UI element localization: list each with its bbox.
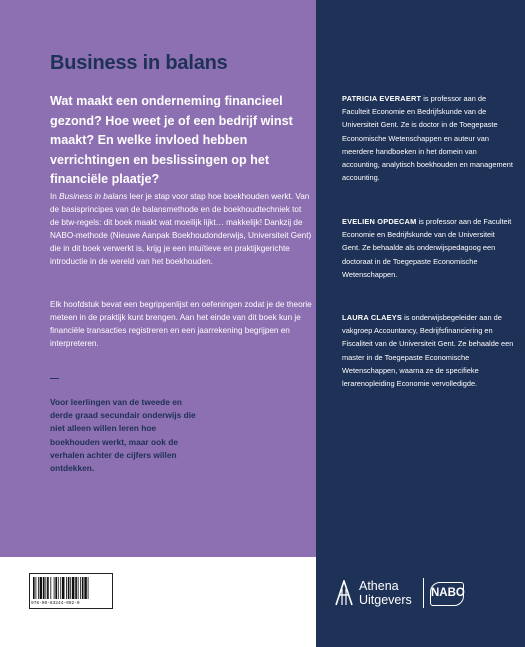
barcode-bar (75, 577, 77, 599)
publisher-name-line2: Uitgevers (359, 593, 412, 607)
publisher-name (359, 579, 412, 607)
target-audience: Voor leerlingen van de tweede en derde graad secundair onderwijs die niet alleen willen leren hoe boekhouden werkt, maar ook de verhalen achter de cijfers willen ontdekken. (50, 397, 196, 474)
description-paragraph-2: Elk hoofdstuk bevat een begrippenlijst en oefeningen zodat je de theorie meteen in de praktijk kunt brengen. Aan het einde van dit boek kun je financiële transacties registreren en een jaarrekening begrijpen en interpreteren. (50, 300, 312, 349)
barcode-bar (55, 577, 57, 599)
author-name: LAURA CLAEYS (342, 313, 403, 322)
author-bio-claeys (342, 311, 514, 390)
barcode-bar (43, 577, 45, 599)
logo-divider (423, 578, 424, 608)
book-title: Business in balans (50, 52, 228, 74)
description-text: leer je stap voor stap hoe boekhouden werkt. Van de basisprincipes van de balansmethode en de boekhoudtechniek tot de btw-regels: dit boek maakt wat moeilijk lijkt… makkelijk! Dankzij de NABO-methode (Nieuwe Aanpak Boekhoudonderwijs, Universiteit Gent) die in dit boek verwerkt is, krijg je een intuïtieve en praktijkgerichte introductie in de wereld van het boekhouden. (50, 192, 312, 267)
barcode-bar (80, 577, 81, 599)
publisher-name-line1: Athena (359, 579, 399, 593)
barcode-bar (47, 577, 49, 599)
barcode-bar (60, 577, 61, 599)
barcode-bar (33, 577, 35, 599)
author-bio-everaert (342, 92, 514, 184)
nabo-logo: NABO (430, 582, 464, 606)
athena-logo-icon (334, 580, 354, 606)
barcode-bar (82, 577, 84, 599)
barcode-bar (45, 577, 46, 599)
barcode-bar (84, 577, 86, 599)
barcode-bar (58, 577, 59, 599)
description-book-title: Business in balans (59, 192, 128, 201)
description-paragraph-1 (50, 190, 312, 269)
description-prefix: In (50, 192, 60, 201)
author-bio-text: is professor aan de Faculteit Economie en Bedrijfskunde van de Universiteit Gent. Ze behaalde als onderwijspedagoog een doctoraat in de Toegepaste Economische Wetenschappen. (342, 217, 512, 279)
author-bio-text: is professor aan de Faculteit Economie en Bedrijfskunde van de Universiteit Gent. Ze is doctor in de Toegepaste Economische Wetenschappen en auteur van meerdere handboeken in het domein van accounting, analytisch boekhouden en management accounting. (342, 94, 513, 183)
barcode-bar (62, 577, 64, 599)
barcode-bars (33, 577, 109, 599)
barcode-bar (70, 577, 71, 599)
barcode-bar (72, 577, 74, 599)
author-bio-text: is onderwijsbegeleider aan de vakgroep Accountancy, Bedrijfsfinanciering en Fiscaliteit van de Universiteit Gent. Ze behaalde een master in de Toegepaste Economische Wetenschappen, waarna ze de specifieke lerarenopleiding Economie vervolledigde. (342, 313, 514, 389)
barcode-bar (66, 577, 67, 599)
lead-questions: Wat maakt een onderneming financieel gezond? Hoe weet je of een bedrijf winst maakt? En welke invloed hebben verrichtingen en beslissingen op het financiële plaatje? (50, 94, 293, 186)
author-name: EVELIEN OPDECAM (342, 217, 417, 226)
isbn-number: 978-90-83244-092-0 (31, 601, 80, 606)
barcode-bar (40, 577, 42, 599)
author-name: PATRICIA EVERAERT (342, 94, 422, 103)
barcode-bar (78, 577, 79, 599)
author-bio-opdecam (342, 215, 514, 281)
barcode-bar (35, 577, 36, 599)
barcode-bar (88, 577, 89, 599)
barcode-bar (54, 577, 55, 599)
separator-dash: — (50, 373, 59, 383)
barcode-bar (38, 577, 39, 599)
barcode-bar (68, 577, 70, 599)
barcode-bar (50, 577, 51, 599)
